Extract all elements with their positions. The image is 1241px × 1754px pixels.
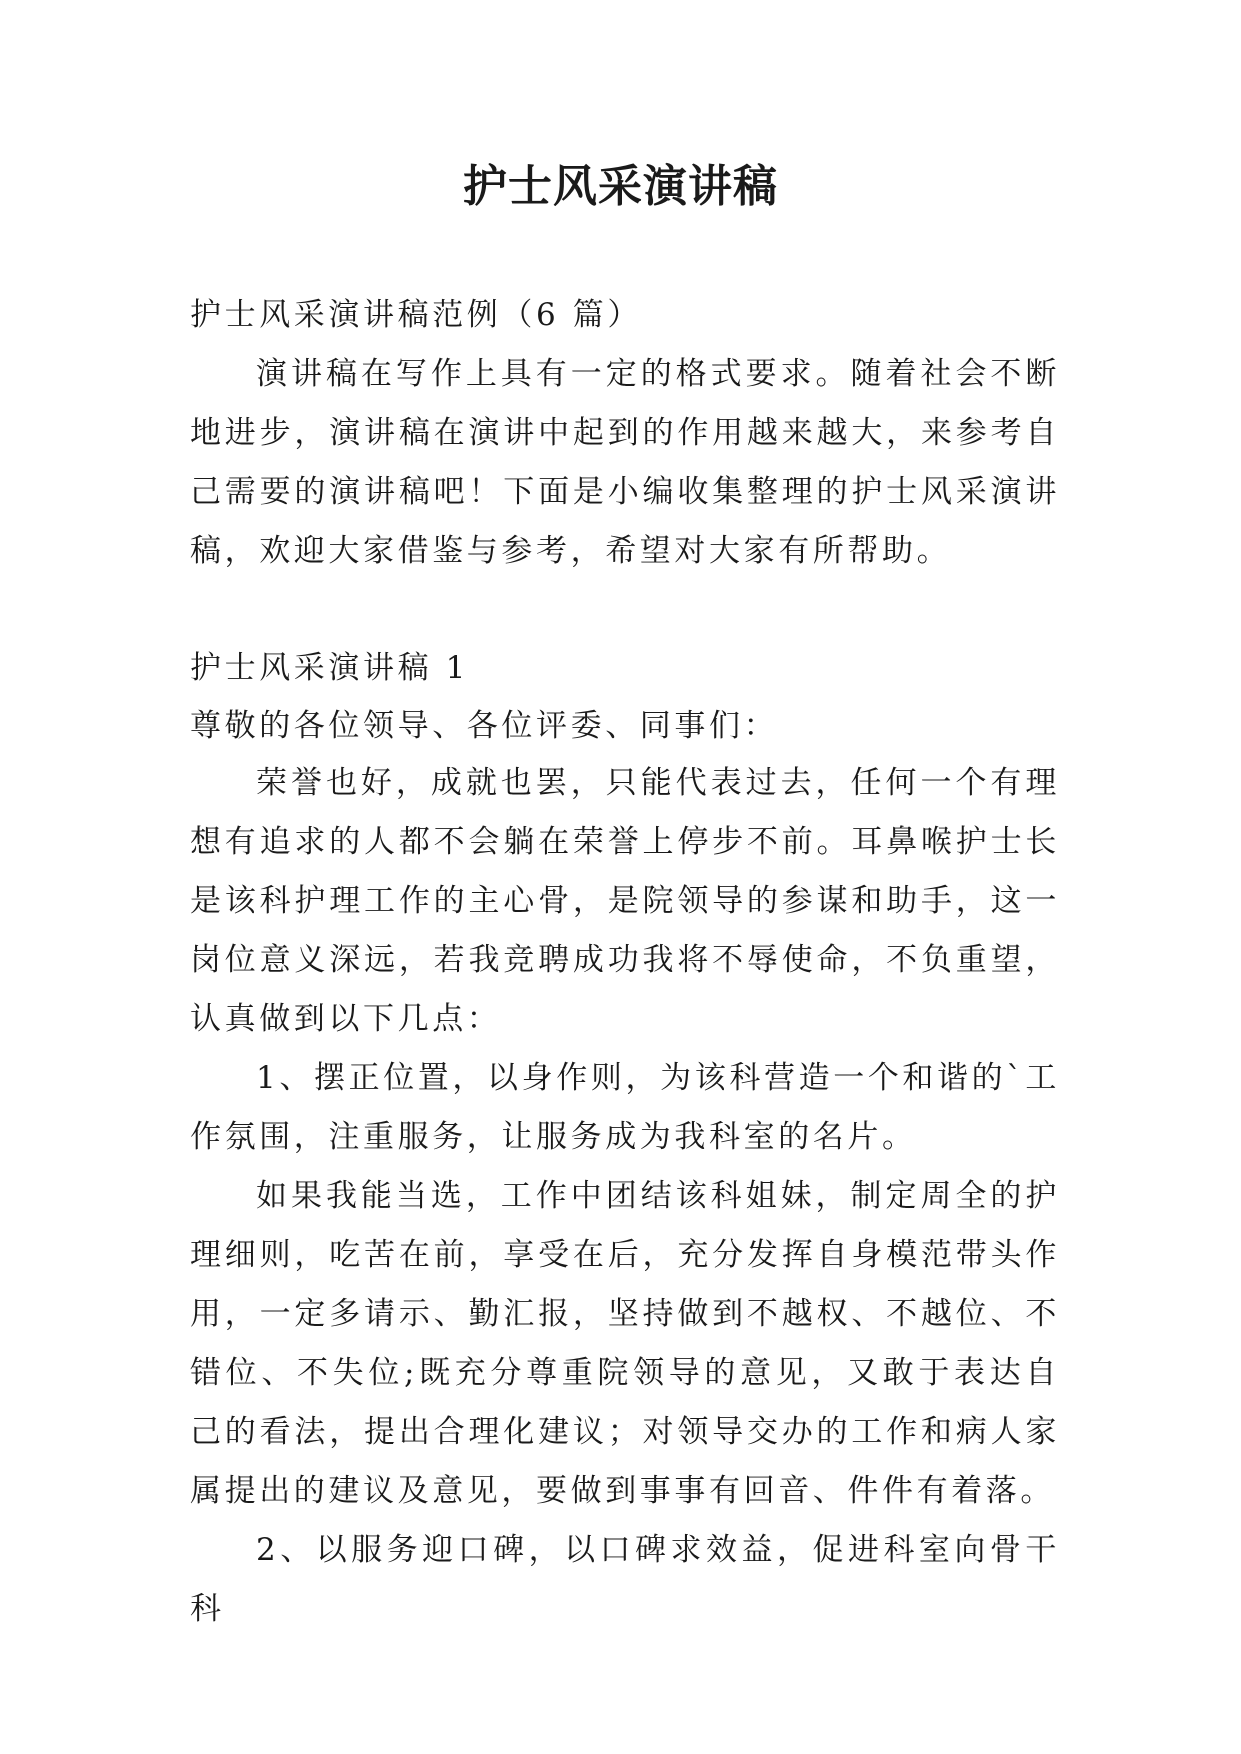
body-paragraph: 1、摆正位置，以身作则，为该科营造一个和谐的`工作氛围，注重服务，让服务成为我科室的名片。 — [190, 1060, 1060, 1155]
body-paragraph: 如果我能当选，工作中团结该科姐妹，制定周全的护理细则，吃苦在前，享受在后，充分发挥自身模范带头作用，一定多请示、勤汇报，坚持做到不越权、不越位、不错位、不失位;既充分尊重院领导的意见，又敢于表达自己的看法，提出合理化建议；对领导交办的工作和病人家属提出的建议及意见，要做到事事有回音、件件有着落。 — [190, 1178, 1060, 1509]
body-paragraph: 荣誉也好，成就也罢，只能代表过去，任何一个有理想有追求的人都不会躺在荣誉上停步不前。耳鼻喉护士长是该科护理工作的主心骨，是院领导的参谋和助手，这一岗位意义深远，若我竞聘成功我将不辱使命，不负重望，认真做到以下几点： — [190, 765, 1060, 1037]
document-body — [190, 286, 1060, 1639]
document-title: 护士风采演讲稿 — [463, 161, 778, 212]
body-paragraph: 2、以服务迎口碑，以口碑求效益，促进科室向骨干科 — [190, 1532, 1060, 1627]
salutation: 尊敬的各位领导、各位评委、同事们： — [190, 708, 779, 744]
document-subtitle: 护士风采演讲稿范例（6 篇） — [190, 297, 642, 333]
section-heading: 护士风采演讲稿 1 — [190, 650, 469, 686]
intro-paragraph: 演讲稿在写作上具有一定的格式要求。随着社会不断地进步，演讲稿在演讲中起到的作用越来越大，来参考自己需要的演讲稿吧！下面是小编收集整理的护士风采演讲稿，欢迎大家借鉴与参考，希望对大家有所帮助。 — [190, 356, 1060, 569]
